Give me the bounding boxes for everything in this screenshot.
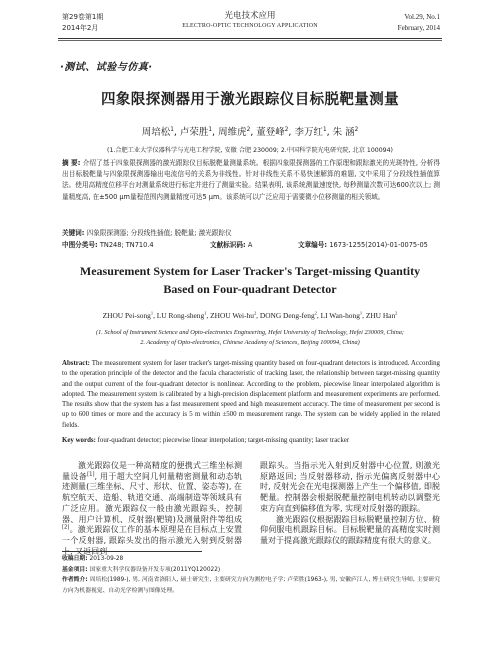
clc-value: TN248; TN710.4 (99, 241, 154, 249)
journal-name-en: ELECTRO-OPTIC TECHNOLOGY APPLICATION (182, 23, 318, 29)
doc-code-item (210, 240, 252, 251)
author-affiliation-mark: 1 (322, 126, 327, 133)
paper-title-en-line-2: Based on Four-quadrant Detector (163, 282, 337, 296)
abstract-cn-text: 介绍了基于四象限探测器的激光跟踪仪目标脱靶量测量系统。根据四象限探测器的工作原理和跟踪激光的光斑特性, 分析得出目标脱靶量与四象限探测器输出电流信号的关系为非线性。针对非线性关系不易快速解算的难题, 文中采用了分段线性插值算法。使用高精度位移平台对测量系统进行标定并进行了测量实验。结果表明, 该系统测量速度快, 每秒测量次数可达600次以上; 测量精度高, 在±500 μm量程范围内测量精度可达5 μm。该系统可以广泛应用于需要微小位移测量的相关领域。 (62, 159, 440, 201)
author-affiliation-mark: 1 (170, 126, 174, 133)
citation-ref: [1] (87, 471, 95, 478)
body-text: , 用于超大空间几何量精密测量和动态轨迹测量(三维坐标、尺寸、形状、位置、姿态等), 在航空航天、造船、轨道交通、高端制造等领域具有广泛应用。激光跟踪仪一般由激光跟踪头、控制器、用户计算机、反射器(靶镜)及测量附件等组成 (62, 471, 242, 524)
authors-en: ZHOU Pei-song$^1$, LU Rong-sheng$^1$, ZHOU Wei-$hu^2$, DONG Deng-feng$^2$, LI Wan-hong$^1$, ZHU Han$^2$ (102, 310, 398, 320)
author-name: 周维虎 (218, 127, 247, 138)
header-rule-thin (58, 40, 442, 41)
doc-code-value: A (247, 241, 253, 249)
author-affiliation-mark: 2 (354, 126, 359, 133)
footnote-author-bio (62, 575, 440, 596)
footnote-rule (62, 551, 202, 552)
footnote-fund (62, 565, 440, 576)
author-name: 卢荣胜 (179, 127, 209, 138)
author-affiliation-mark: 1 (150, 310, 154, 316)
affiliation-cn: (1.合肥工业大学仪器科学与光电工程学院, 安徽 合肥 230009; 2.中国科学院光电研究院, 北京 100094) (107, 147, 393, 154)
keywords-cn-label: 关键词: (62, 229, 87, 237)
affiliations-en (58, 328, 442, 347)
affiliation-en-2: 2. Academy of Opto-electronics, Chinese Academy of Sciences, Beijing 100094, China) (140, 338, 360, 346)
footnote-received (62, 554, 440, 565)
fund-label: 基金项目: (62, 566, 90, 573)
received-date: 2013-09-28 (89, 556, 124, 562)
author-affiliation-mark: 2 (253, 310, 257, 316)
paper-title-en-line-1: Measurement System for Laser Tracker's Target-missing Quantity (79, 264, 421, 278)
body-column-left (62, 461, 242, 557)
clc-item (62, 240, 154, 251)
paper-title-cn: 四象限探测器用于激光跟踪仪目标脱靶量测量 (101, 92, 399, 108)
section-label: ·测试、试验与仿真· (60, 62, 153, 73)
author-affiliation-mark: 1 (359, 310, 363, 316)
authors-cn: 周培松$^1$, 卢荣胜$^1$, 周维虎$^2$, 董登峰$^2$, 李万红$^1$, 朱 涵$^2$ (141, 126, 359, 138)
body-text: 激光跟踪仪是一种高精度的便携式三维坐标测量设备 (62, 461, 242, 481)
body-paragraph: 跟踪头。当指示光入射到反射器中心位置, 则激光原路返回; 当反射器移动, 指示光偏离反射器中心时, 反射光会在光电探测器上产生一个偏移值, 即脱靶量。控制器会根据脱靶量控制电机转动以调整光束方向直到偏移值为零, 实现对反射器的跟踪。 (260, 461, 440, 513)
bio-text: 周培松(1989-), 男, 河南省洛阳人, 硕士研究生, 主要研究方向为测控电子学; 卢荣胜(1963-), 男, 安徽庐江人, 博士研究生导师, 主要研究方向为机器视觉、自动光学检测与图像处理。 (62, 577, 441, 594)
volume-issue-cn: 第29卷第1期 (62, 13, 104, 21)
body-column-right (260, 461, 440, 547)
doc-code-label: 文献标识码: (210, 241, 248, 249)
paper-title-en (58, 262, 442, 298)
journal-name-cn: 光电技术应用 (224, 11, 276, 21)
affiliation-en-1: (1. School of Instrument Science and Opto-electronics Engineering, Hefei University of Technology, Hefei 230009, China; (95, 329, 405, 336)
fund-text: 国家重大科学仪器设备开发专项(2011YQ120022) (89, 566, 221, 573)
abstract-en (62, 359, 440, 431)
author-name: ZHOU Wei-hu (210, 311, 254, 320)
body-paragraph (62, 461, 242, 557)
author-name: DONG Deng-feng (259, 311, 315, 320)
abstract-en-text: The measurement system for laser tracker's target-missing quantity based on four-quadrant detectors is introduced. According to the operation principle of the detector and the facula characteristic of tracking laser, the relationship between target-missing quantity and the output current of the four-quadrant detector is nonlinear. According to the problem, piecewise linear interpolated algorithm is adopted. The measurement system is calibrated by a high-precision displacement platform and measurement experiments are performed. The results show that the system has a fast measurement speed and high measurement accuracy. The time of measurement per second is up to 600 times or more and the accuracy is 5 m within ±500 m measurement range. The system can be widely applied in the related fields. (62, 360, 440, 429)
author-name: 李万红 (294, 127, 323, 138)
author-name: LI Wan-hong (320, 311, 360, 320)
keywords-cn-text: 四象限探测器; 分段线性插值; 脱靶量; 激光跟踪仪 (86, 229, 232, 237)
article-no-item (298, 240, 428, 251)
bio-label: 作者简介: (62, 577, 90, 583)
received-label: 收稿日期: (62, 556, 90, 562)
author-name: ZHOU Pei-song (102, 311, 151, 320)
article-no-label: 文章编号: (298, 241, 330, 249)
author-name: LU Rong-sheng (156, 311, 205, 320)
author-name: 董登峰 (256, 127, 285, 138)
header-journal (140, 10, 360, 31)
date-en: February, 2014 (397, 24, 440, 32)
author-affiliation-mark: 2 (314, 310, 317, 316)
citation-ref: [2] (62, 524, 70, 531)
article-no-value: 1673-1255(2014)-01-0075-05 (329, 241, 428, 249)
footnotes (62, 554, 440, 596)
author-affiliation-mark: 1 (208, 126, 213, 133)
header-right (398, 12, 440, 34)
body-text: 。激光跟踪仪工作的基本原理是在目标点上安置一个反射器, 跟踪头发出的指示激光入射到反射器上, 又返回到 (62, 525, 242, 556)
keywords-cn (62, 228, 440, 239)
keywords-en-text: four-quadrant detector; piecewise linear interpolation; target-missing quantity; laser tracker (97, 437, 350, 444)
author-affiliation-mark: 1 (204, 310, 207, 316)
author-affiliation-mark: 2 (395, 310, 398, 316)
abstract-cn (62, 158, 440, 203)
clc-label: 中图分类号: (62, 241, 100, 249)
body-paragraph: 激光跟踪仪根据跟踪目标脱靶量控制方位、俯仰伺服电机跟踪目标。目标脱靶量的高精度实时测量对于提高激光跟踪仪的跟踪精度有很大的意义。 (260, 514, 440, 545)
abstract-cn-label: 摘 要: (62, 159, 83, 167)
author-affiliation-mark: 2 (284, 126, 289, 133)
keywords-en-label: Key words: (62, 437, 98, 444)
volume-issue-en: Vol.29, No.1 (404, 13, 440, 21)
author-name: ZHU Han (365, 311, 396, 320)
author-name: 周培松 (141, 127, 171, 138)
date-cn: 2014年2月 (62, 24, 99, 32)
header-rule (58, 38, 442, 39)
author-affiliation-mark: 2 (246, 126, 251, 133)
abstract-en-label: Abstract: (62, 360, 92, 367)
header-left (62, 12, 103, 34)
keywords-en (62, 436, 440, 446)
author-name: 朱 涵 (332, 127, 355, 138)
